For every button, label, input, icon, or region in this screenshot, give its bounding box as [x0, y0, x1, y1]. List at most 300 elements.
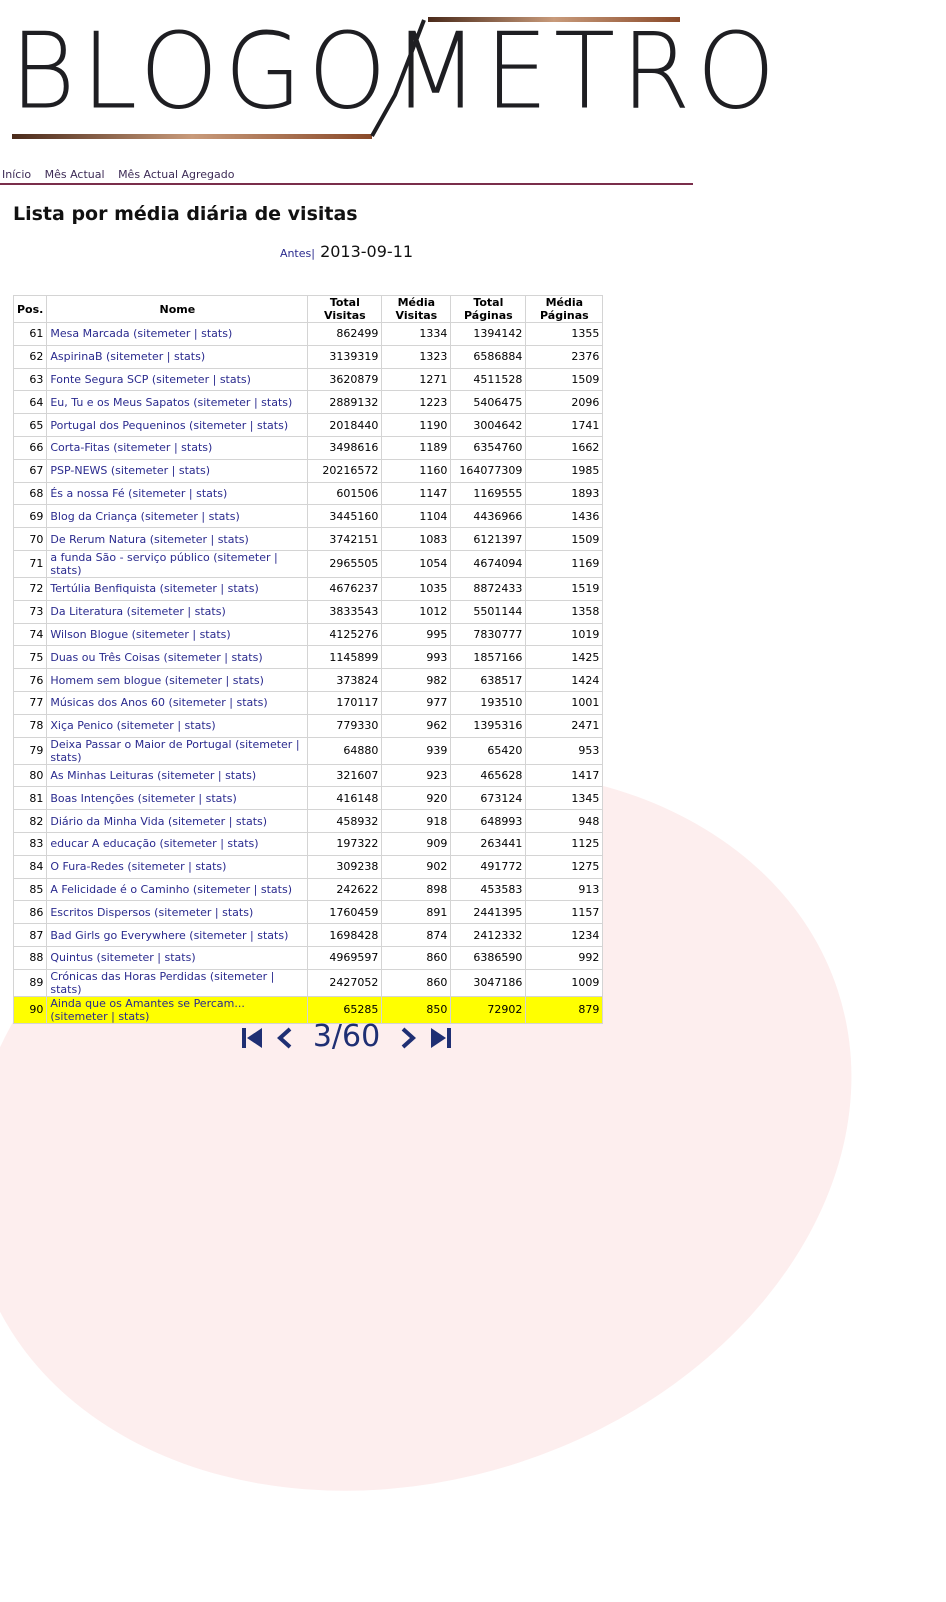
row-media-paginas: 2471	[526, 714, 603, 737]
row-position: 76	[14, 669, 47, 692]
table-row	[14, 924, 603, 947]
blog-link[interactable]: a funda São - serviço público	[50, 550, 210, 564]
pipe-separator: |	[292, 737, 300, 751]
table-header-row	[14, 296, 603, 323]
blog-link[interactable]: Ainda que os Amantes se Percam...	[50, 996, 245, 1010]
row-media-paginas: 1009	[526, 969, 603, 996]
row-total-visitas: 3620879	[308, 368, 382, 391]
blog-link[interactable]: Mesa Marcada	[50, 327, 130, 341]
row-total-visitas: 1760459	[308, 901, 382, 924]
paren-close: )	[222, 486, 228, 500]
pipe-separator: |	[250, 882, 261, 896]
table-row	[14, 787, 603, 810]
pipe-separator: |	[225, 814, 236, 828]
row-name-cell	[47, 691, 308, 714]
main-nav	[2, 168, 245, 181]
table-row	[14, 345, 603, 368]
stats-link[interactable]: stats	[227, 582, 255, 596]
stats-link[interactable]: stats	[227, 837, 255, 851]
sitemeter-link[interactable]: sitemeter	[161, 768, 215, 782]
row-name-cell	[47, 787, 308, 810]
row-total-paginas: 4436966	[451, 505, 526, 528]
row-total-paginas: 491772	[451, 855, 526, 878]
row-media-paginas: 1509	[526, 528, 603, 551]
row-position: 78	[14, 714, 47, 737]
sitemeter-link[interactable]: sitemeter	[197, 395, 251, 409]
row-position: 64	[14, 391, 47, 414]
table-row	[14, 577, 603, 600]
paren-open: (	[189, 928, 194, 942]
stats-link[interactable]: stats	[199, 627, 227, 641]
table-row	[14, 436, 603, 459]
paren-open: (	[149, 532, 155, 546]
paren-open: (	[163, 650, 168, 664]
row-position: 82	[14, 810, 47, 833]
stats-link[interactable]: stats	[260, 882, 288, 896]
sitemeter-link[interactable]: sitemeter	[144, 509, 198, 523]
row-position: 83	[14, 832, 47, 855]
blog-link[interactable]: PSP-NEWS	[50, 464, 108, 478]
row-name-cell	[47, 855, 308, 878]
sitemeter-link[interactable]: sitemeter	[120, 719, 174, 733]
blog-link[interactable]: Tertúlia Benfiquista	[50, 582, 157, 596]
paren-close: )	[283, 418, 289, 432]
paren-open: (	[159, 837, 164, 851]
row-total-visitas: 2965505	[308, 550, 382, 577]
sitemeter-link[interactable]: sitemeter	[172, 696, 226, 710]
row-position: 75	[14, 646, 47, 669]
first-page-button[interactable]	[240, 1024, 264, 1050]
row-total-visitas: 197322	[308, 832, 382, 855]
paren-close: )	[235, 509, 240, 523]
row-total-visitas: 3742151	[308, 528, 382, 551]
row-position: 65	[14, 414, 47, 437]
stats-link[interactable]: stats	[208, 509, 236, 523]
stats-link[interactable]: stats	[50, 750, 78, 764]
row-media-paginas: 913	[526, 878, 603, 901]
row-position: 90	[14, 996, 47, 1023]
sitemeter-link[interactable]: sitemeter	[117, 441, 171, 455]
paren-open: (	[126, 605, 131, 619]
paren-open: (	[50, 1009, 55, 1023]
row-media-visitas: 850	[382, 996, 451, 1023]
sitemeter-link[interactable]: sitemeter	[132, 486, 186, 500]
paren-close: )	[77, 982, 82, 996]
table-row	[14, 623, 603, 646]
paren-close: )	[226, 627, 231, 641]
col-pos[interactable]: Pos.	[14, 296, 47, 323]
paren-open: (	[128, 486, 133, 500]
blog-link[interactable]: Wilson Blogue	[50, 627, 129, 641]
row-media-paginas: 1985	[526, 459, 603, 482]
row-media-paginas: 1275	[526, 855, 603, 878]
row-total-visitas: 170117	[308, 691, 382, 714]
row-total-visitas: 4125276	[308, 623, 382, 646]
row-position: 86	[14, 901, 47, 924]
blog-link[interactable]: Corta-Fitas	[50, 441, 110, 455]
paren-close: )	[145, 1009, 150, 1023]
paren-open: (	[193, 395, 198, 409]
row-total-visitas: 3139319	[308, 345, 382, 368]
paren-close: )	[262, 814, 268, 828]
stats-link[interactable]: stats	[178, 464, 206, 478]
row-total-visitas: 4676237	[308, 577, 382, 600]
row-media-visitas: 977	[382, 691, 451, 714]
paren-open: (	[235, 737, 240, 751]
blog-link[interactable]: De Rerum Natura	[50, 532, 147, 546]
sitemeter-link[interactable]: sitemeter	[163, 582, 217, 596]
blog-link[interactable]: Quintus	[50, 951, 94, 965]
row-total-visitas: 862499	[308, 323, 382, 346]
sitemeter-link[interactable]: sitemeter	[54, 1009, 108, 1023]
row-total-visitas: 3498616	[308, 436, 382, 459]
blog-link[interactable]: Blog da Criança	[50, 509, 138, 523]
paren-open: (	[167, 814, 173, 828]
pipe-separator: |	[225, 696, 237, 710]
pipe-separator: |	[173, 719, 185, 733]
stats-link[interactable]: stats	[231, 650, 259, 664]
row-name-cell	[47, 714, 308, 737]
paren-close: )	[259, 673, 264, 687]
row-name-cell	[47, 969, 308, 996]
stats-link[interactable]: stats	[217, 532, 245, 546]
col-total-paginas[interactable]: Total Páginas	[451, 296, 526, 323]
sitemeter-link[interactable]: sitemeter	[158, 905, 212, 919]
row-total-visitas: 4969597	[308, 946, 382, 969]
stats-link[interactable]: stats	[225, 768, 252, 782]
row-media-paginas: 1234	[526, 924, 603, 947]
row-name-cell	[47, 577, 308, 600]
stats-link[interactable]: stats	[261, 395, 289, 409]
paren-close: )	[211, 719, 216, 733]
row-total-paginas: 3047186	[451, 969, 526, 996]
row-media-paginas: 1417	[526, 764, 603, 787]
paren-open: (	[213, 550, 218, 564]
sitemeter-link[interactable]: sitemeter	[141, 791, 195, 805]
blog-link[interactable]: Boas Intenções	[50, 791, 135, 805]
blog-link[interactable]: Da Literatura	[50, 605, 124, 619]
blog-link[interactable]: Deixa Passar o Maior de Portugal	[50, 737, 232, 751]
pipe-separator: |	[216, 582, 228, 596]
row-name-cell	[47, 368, 308, 391]
row-total-visitas: 416148	[308, 787, 382, 810]
row-media-visitas: 993	[382, 646, 451, 669]
blog-link[interactable]: Músicas dos Anos 60	[50, 696, 166, 710]
row-media-visitas: 891	[382, 901, 451, 924]
row-position: 89	[14, 969, 47, 996]
row-name-cell	[47, 345, 308, 368]
paren-close: )	[258, 650, 263, 664]
sitemeter-link[interactable]: sitemeter	[214, 969, 268, 983]
stats-link[interactable]: stats	[50, 982, 78, 996]
blog-link[interactable]: Xiça Penico	[50, 719, 114, 733]
paren-close: )	[287, 882, 293, 896]
paren-open: (	[159, 582, 164, 596]
row-position: 77	[14, 691, 47, 714]
stats-link[interactable]: stats	[118, 1009, 146, 1023]
stats-link[interactable]: stats	[173, 350, 201, 364]
row-media-visitas: 1147	[382, 482, 451, 505]
row-media-paginas: 1425	[526, 646, 603, 669]
row-media-visitas: 920	[382, 787, 451, 810]
row-position: 63	[14, 368, 47, 391]
blog-link[interactable]: O Fura-Redes	[50, 860, 124, 874]
row-media-visitas: 962	[382, 714, 451, 737]
stats-link[interactable]: stats	[181, 441, 208, 455]
paren-open: (	[189, 418, 194, 432]
table-row	[14, 368, 603, 391]
stats-link[interactable]: stats	[257, 418, 284, 432]
next-page-button[interactable]	[396, 1024, 420, 1050]
sitemeter-link[interactable]: sitemeter	[163, 837, 217, 851]
paren-close: )	[288, 395, 293, 409]
sitemeter-link[interactable]: sitemeter	[131, 860, 185, 874]
table-row	[14, 878, 603, 901]
sitemeter-link[interactable]: sitemeter	[169, 673, 223, 687]
row-media-visitas: 1104	[382, 505, 451, 528]
sitemeter-link[interactable]: sitemeter	[217, 550, 271, 564]
pipe-separator: |	[185, 486, 197, 500]
row-position: 87	[14, 924, 47, 947]
row-name-cell	[47, 669, 308, 692]
nav-mes-actual-agregado[interactable]: Mês Actual Agregado	[118, 168, 235, 181]
paren-close: )	[77, 563, 82, 577]
row-total-paginas: 1169555	[451, 482, 526, 505]
pipe-separator: |	[183, 605, 195, 619]
row-name-cell	[47, 414, 308, 437]
row-total-paginas: 5501144	[451, 600, 526, 623]
stats-link[interactable]: stats	[222, 905, 249, 919]
row-position: 61	[14, 323, 47, 346]
nav-inicio[interactable]: Início	[2, 168, 32, 181]
paren-close: )	[200, 350, 206, 364]
row-media-visitas: 982	[382, 669, 451, 692]
pipe-separator: |	[246, 928, 258, 942]
row-total-visitas: 309238	[308, 855, 382, 878]
blog-link[interactable]: Bad Girls go Everywhere	[50, 928, 186, 942]
blog-link[interactable]: Fonte Segura SCP	[50, 372, 149, 386]
paren-open: (	[192, 882, 198, 896]
sitemeter-link[interactable]: sitemeter	[193, 418, 247, 432]
paren-close: )	[244, 532, 249, 546]
pipe-separator: |	[197, 509, 209, 523]
stats-link[interactable]: stats	[196, 486, 223, 500]
row-total-paginas: 193510	[451, 691, 526, 714]
row-name-cell	[47, 646, 308, 669]
row-name-cell	[47, 946, 308, 969]
row-name-cell	[47, 600, 308, 623]
blog-link[interactable]: A Felicidade é o Caminho	[50, 882, 190, 896]
row-total-paginas: 673124	[451, 787, 526, 810]
stats-link[interactable]: stats	[194, 605, 222, 619]
blog-link[interactable]: Portugal dos Pequeninos	[50, 418, 186, 432]
paren-open: (	[116, 719, 121, 733]
row-media-paginas: 948	[526, 810, 603, 833]
sitemeter-link[interactable]: sitemeter	[130, 605, 184, 619]
logo-text: BLOGOMETRO	[10, 10, 782, 133]
nav-mes-actual[interactable]: Mês Actual	[44, 168, 105, 181]
row-total-visitas: 779330	[308, 714, 382, 737]
paren-close: )	[232, 791, 237, 805]
row-total-paginas: 6386590	[451, 946, 526, 969]
blog-link[interactable]: Crónicas das Horas Perdidas	[50, 969, 207, 983]
site-logo[interactable]	[0, 0, 782, 160]
paren-close: )	[246, 372, 251, 386]
paren-close: )	[77, 750, 82, 764]
row-position: 68	[14, 482, 47, 505]
ranking-table	[13, 295, 603, 1024]
pipe-separator: |	[270, 550, 278, 564]
sitemeter-link[interactable]: sitemeter	[172, 814, 226, 828]
row-total-visitas: 1145899	[308, 646, 382, 669]
stats-link[interactable]: stats	[201, 327, 228, 341]
pipe-separator: |	[250, 395, 262, 409]
blog-link[interactable]: As Minhas Leituras	[50, 768, 154, 782]
row-media-visitas: 909	[382, 832, 451, 855]
row-total-visitas: 2427052	[308, 969, 382, 996]
row-media-paginas: 1519	[526, 577, 603, 600]
sitemeter-link[interactable]: sitemeter	[115, 464, 169, 478]
row-media-visitas: 939	[382, 737, 451, 764]
paren-close: )	[205, 464, 210, 478]
row-position: 71	[14, 550, 47, 577]
previous-date-link[interactable]: Antes	[279, 247, 312, 260]
blog-link[interactable]: educar A educação	[50, 837, 156, 851]
row-position: 62	[14, 345, 47, 368]
row-name-cell	[47, 528, 308, 551]
paren-open: (	[164, 673, 170, 687]
row-position: 80	[14, 764, 47, 787]
row-media-paginas: 953	[526, 737, 603, 764]
row-total-visitas: 1698428	[308, 924, 382, 947]
sitemeter-link[interactable]: sitemeter	[154, 532, 207, 546]
row-position: 74	[14, 623, 47, 646]
row-total-visitas: 2889132	[308, 391, 382, 414]
table-row	[14, 969, 603, 996]
row-position: 66	[14, 436, 47, 459]
stats-link[interactable]: stats	[257, 928, 285, 942]
row-media-visitas: 898	[382, 878, 451, 901]
stats-link[interactable]: stats	[195, 860, 223, 874]
stats-link[interactable]: stats	[205, 791, 233, 805]
stats-link[interactable]: stats	[50, 563, 78, 577]
row-total-visitas: 3445160	[308, 505, 382, 528]
row-media-visitas: 860	[382, 969, 451, 996]
row-media-paginas: 1424	[526, 669, 603, 692]
paren-open: (	[168, 696, 173, 710]
pipe-separator: |	[163, 350, 174, 364]
pipe-separator: |	[267, 969, 275, 983]
stats-link[interactable]: stats	[164, 951, 192, 965]
blog-link[interactable]: AspirinaB	[50, 350, 103, 364]
paren-close: )	[227, 327, 233, 341]
blog-link[interactable]: Duas ou Três Coisas	[50, 650, 161, 664]
table-row	[14, 323, 603, 346]
table-row	[14, 832, 603, 855]
paren-open: (	[131, 627, 136, 641]
sitemeter-link[interactable]: sitemeter	[137, 327, 191, 341]
row-position: 70	[14, 528, 47, 551]
pipe-separator: |	[194, 791, 206, 805]
row-total-visitas: 458932	[308, 810, 382, 833]
col-nome[interactable]: Nome	[47, 296, 308, 323]
row-name-cell	[47, 482, 308, 505]
col-media-paginas[interactable]: Média Páginas	[526, 296, 603, 323]
row-media-paginas: 1509	[526, 368, 603, 391]
row-media-visitas: 918	[382, 810, 451, 833]
prev-page-button[interactable]	[273, 1024, 297, 1050]
paren-open: (	[96, 951, 101, 965]
row-name-cell	[47, 505, 308, 528]
row-name-cell	[47, 323, 308, 346]
sitemeter-link[interactable]: sitemeter	[193, 928, 247, 942]
col-media-visitas[interactable]: Média Visitas	[382, 296, 451, 323]
stats-link[interactable]: stats	[184, 719, 212, 733]
row-media-visitas: 860	[382, 946, 451, 969]
stats-link[interactable]: stats	[236, 696, 264, 710]
row-name-cell	[47, 459, 308, 482]
row-name-cell	[47, 901, 308, 924]
sitemeter-link[interactable]: sitemeter	[100, 951, 154, 965]
row-total-paginas: 1857166	[451, 646, 526, 669]
table-row	[14, 505, 603, 528]
row-media-paginas: 1662	[526, 436, 603, 459]
sitemeter-link[interactable]: sitemeter	[167, 650, 221, 664]
row-total-paginas: 2412332	[451, 924, 526, 947]
pipe-separator: |	[153, 951, 165, 965]
page-indicator: 3/60	[312, 1019, 381, 1054]
blog-link[interactable]: Diário da Minha Vida	[50, 814, 165, 828]
sitemeter-link[interactable]: sitemeter	[156, 372, 210, 386]
row-name-cell	[47, 623, 308, 646]
paren-open: (	[140, 509, 145, 523]
blog-link[interactable]: Homem sem blogue	[50, 673, 162, 687]
pagination	[0, 1018, 693, 1054]
blog-link[interactable]: Eu, Tu e os Meus Sapatos	[50, 395, 190, 409]
pipe-separator: |	[211, 905, 223, 919]
paren-open: (	[209, 969, 215, 983]
col-total-visitas[interactable]: Total Visitas	[308, 296, 382, 323]
sitemeter-link[interactable]: sitemeter	[239, 737, 293, 751]
row-media-visitas: 1189	[382, 436, 451, 459]
stats-link[interactable]: stats	[235, 814, 263, 828]
paren-open: (	[133, 327, 138, 341]
paren-open: (	[157, 768, 162, 782]
sitemeter-link[interactable]: sitemeter	[197, 882, 251, 896]
stats-link[interactable]: stats	[232, 673, 260, 687]
row-name-cell	[47, 924, 308, 947]
table-row	[14, 482, 603, 505]
table-row	[14, 855, 603, 878]
row-name-cell	[47, 832, 308, 855]
row-position: 85	[14, 878, 47, 901]
row-name-cell	[47, 436, 308, 459]
stats-link[interactable]: stats	[219, 372, 247, 386]
row-total-paginas: 8872433	[451, 577, 526, 600]
blog-link[interactable]: Escritos Dispersos	[50, 905, 151, 919]
row-media-visitas: 902	[382, 855, 451, 878]
nav-divider	[0, 183, 693, 185]
row-media-paginas: 1893	[526, 482, 603, 505]
sitemeter-link[interactable]: sitemeter	[110, 350, 164, 364]
last-page-button[interactable]	[429, 1024, 453, 1050]
row-media-visitas: 923	[382, 764, 451, 787]
blog-link[interactable]: És a nossa Fé	[50, 486, 125, 500]
row-total-paginas: 1394142	[451, 323, 526, 346]
row-media-visitas: 1160	[382, 459, 451, 482]
sitemeter-link[interactable]: sitemeter	[135, 627, 189, 641]
row-total-paginas: 263441	[451, 832, 526, 855]
